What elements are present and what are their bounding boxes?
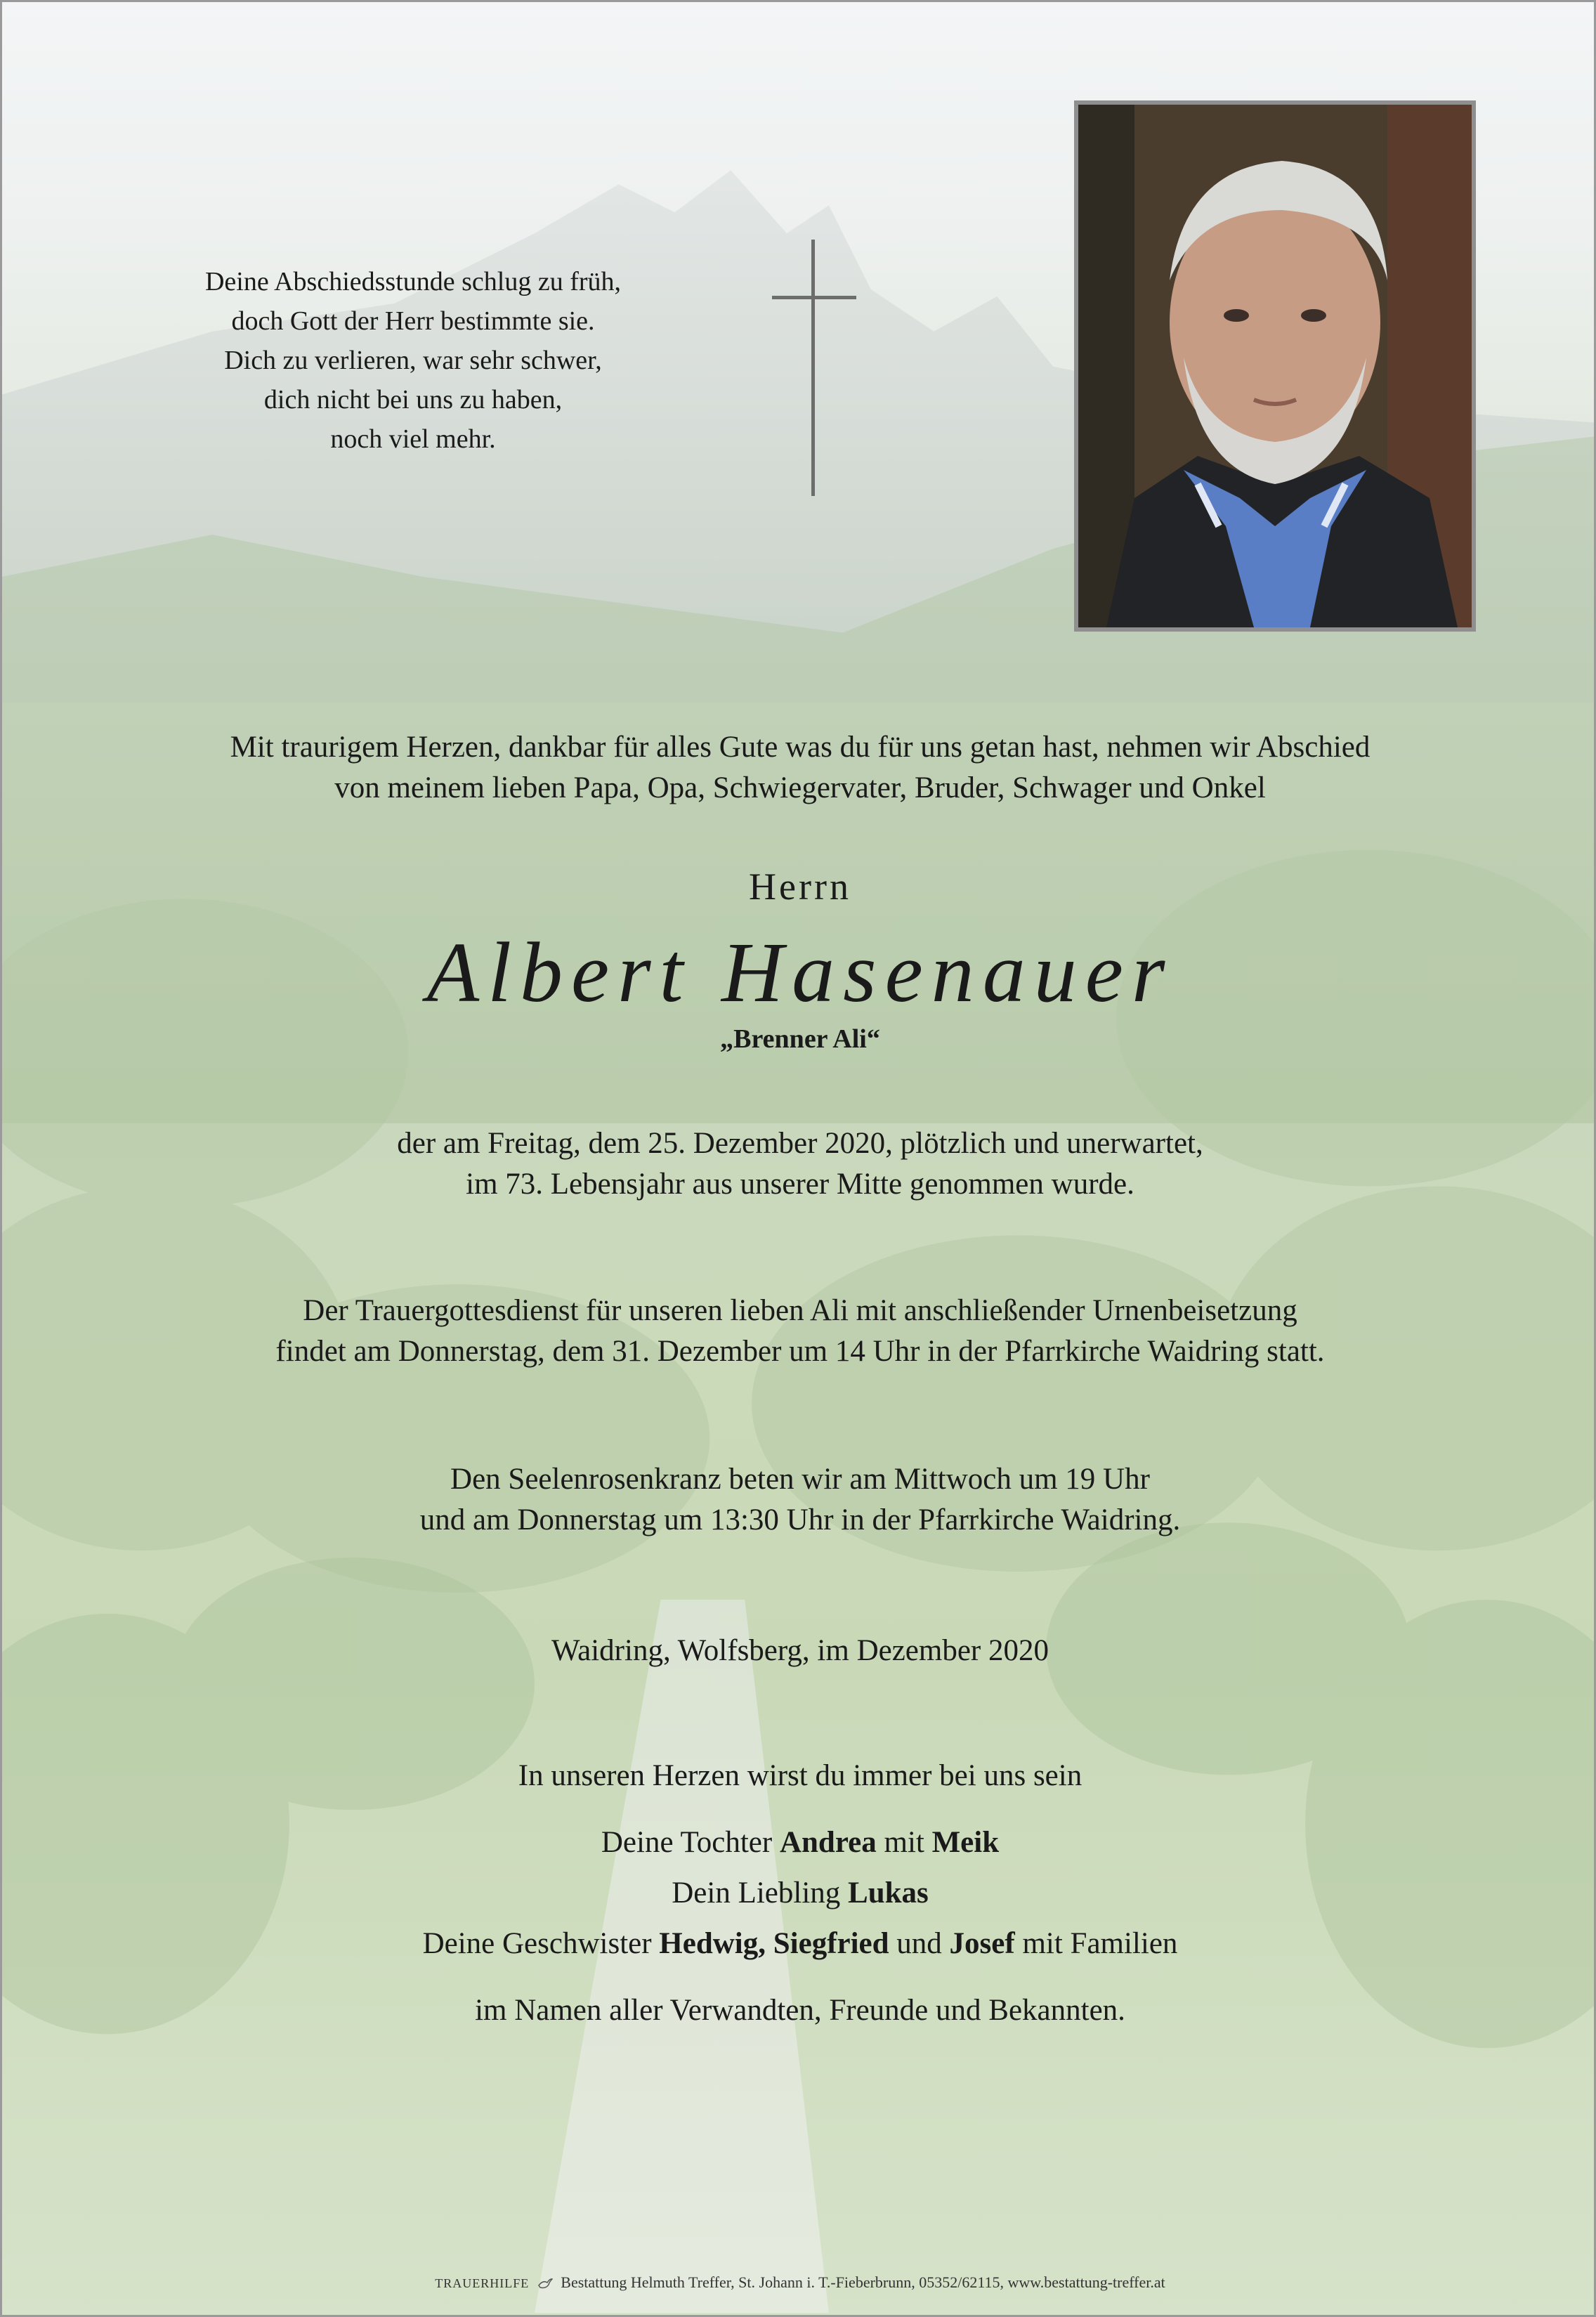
rosary-line: Den Seelenrosenkranz beten wir am Mittwoch um 19 Uhr — [450, 1463, 1150, 1496]
mourner-name: Andrea — [779, 1826, 877, 1859]
mourner-line-grandchild: Dein Liebling Lukas — [672, 1877, 929, 1910]
poem-line: doch Gott der Herr bestimmte sie. — [231, 306, 595, 336]
cross-icon — [772, 240, 856, 496]
poem-line: dich nicht bei uns zu haben, — [263, 385, 563, 415]
death-notice — [44, 1123, 1556, 1205]
nickname: „Brenner Ali“ — [720, 1024, 880, 1054]
mourner-name: Josef — [949, 1927, 1015, 1960]
mourner-name: Meik — [931, 1826, 1000, 1859]
poem — [93, 262, 733, 459]
intro-line: Mit traurigem Herzen, dankbar für alles Gute was du für uns getan hast, nehmen wir Abschied — [230, 731, 1371, 764]
death-line: im 73. Lebensjahr aus unserer Mitte genommen wurde. — [466, 1168, 1134, 1201]
intro-text — [44, 727, 1556, 809]
closing-line: In unseren Herzen wirst du immer bei uns sein — [518, 1759, 1082, 1792]
poem-line: Deine Abschiedsstunde schlug zu früh, — [204, 267, 622, 296]
poem-line: Dich zu verlieren, war sehr schwer, — [224, 346, 602, 375]
footer-text: Bestattung Helmuth Treffer, St. Johann i. T.-Fieberbrunn, 05352/62115, www.bestattung-treffer.at — [561, 2273, 1165, 2291]
mourners-list — [44, 1817, 1556, 1969]
intro-line: von meinem lieben Papa, Opa, Schwiegervater, Bruder, Schwager und Onkel — [334, 771, 1266, 804]
mourner-name: Hedwig, Siegfried — [659, 1927, 889, 1960]
relatives-line: im Namen aller Verwandten, Freunde und Bekannten. — [475, 1994, 1125, 2027]
rosary-line: und am Donnerstag um 13:30 Uhr in der Pfarrkirche Waidring. — [419, 1503, 1181, 1536]
footer — [44, 2273, 1556, 2292]
mourner-line-daughter: Deine Tochter Andrea mit Meik — [601, 1826, 1000, 1859]
salutation: Herrn — [749, 866, 851, 908]
footer-brand: TRAUERHILFE — [435, 2276, 530, 2290]
mourner-line-siblings: Deine Geschwister Hedwig, Siegfried und Josef mit Familien — [422, 1927, 1178, 1960]
place-date: Waidring, Wolfsberg, im Dezember 2020 — [551, 1634, 1049, 1667]
dove-icon — [537, 2277, 553, 2291]
deceased-name: Albert Hasenauer — [426, 925, 1174, 1020]
service-line: findet am Donnerstag, dem 31. Dezember um 14 Uhr in der Pfarrkirche Waidring statt. — [275, 1335, 1325, 1368]
poem-line: noch viel mehr. — [330, 424, 496, 454]
portrait-photo — [1074, 100, 1476, 632]
service-line: Der Trauergottesdienst für unseren lieben Ali mit anschließender Urnenbeisetzung — [303, 1294, 1297, 1327]
mourner-name: Lukas — [848, 1877, 929, 1910]
rosary-notice — [44, 1459, 1556, 1541]
funeral-service — [44, 1291, 1556, 1372]
death-line: der am Freitag, dem 25. Dezember 2020, plötzlich und unerwartet, — [397, 1127, 1203, 1160]
